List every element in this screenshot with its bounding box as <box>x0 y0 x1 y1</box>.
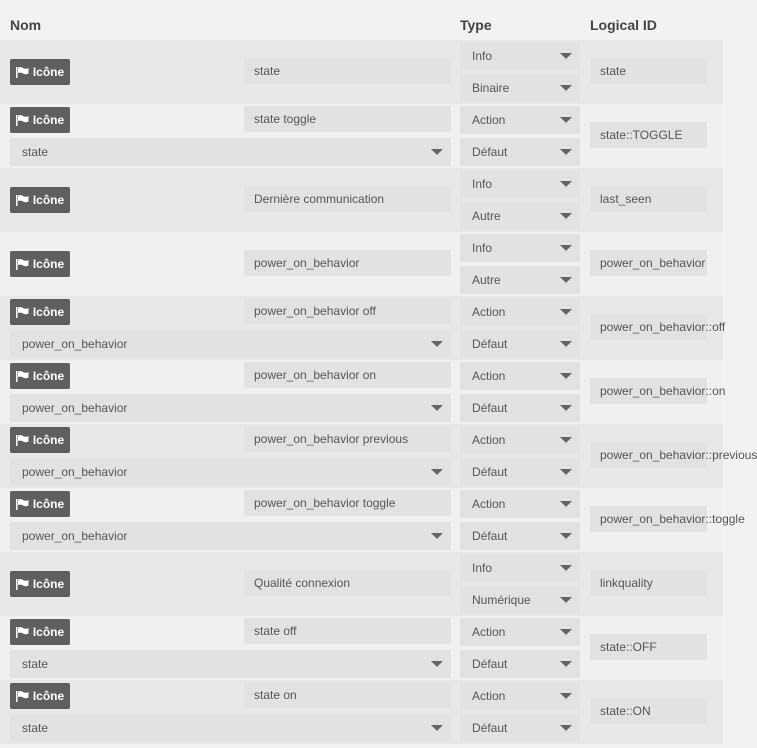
chevron-down-icon <box>431 533 443 539</box>
type-select[interactable] <box>460 362 580 390</box>
icon-button-label: Icône <box>32 193 65 207</box>
type-value: Action <box>472 497 506 511</box>
chevron-down-icon <box>431 469 443 475</box>
subtype-select[interactable] <box>460 138 580 166</box>
command-name-input[interactable]: Qualité connexion <box>244 570 451 596</box>
type-value: Info <box>472 177 493 191</box>
type-select[interactable] <box>460 490 580 518</box>
linked-info-value: state <box>22 721 49 735</box>
chevron-down-icon <box>560 597 572 603</box>
subtype-value: Défaut <box>472 529 508 543</box>
command-name-input[interactable]: Dernière communication <box>244 186 451 212</box>
chevron-down-icon <box>560 693 572 699</box>
icon-button[interactable] <box>10 251 70 277</box>
chevron-down-icon <box>560 629 572 635</box>
chevron-down-icon <box>560 117 572 123</box>
logical-id-input[interactable]: power_on_behavior::toggle <box>590 506 707 532</box>
command-name-input[interactable]: power_on_behavior <box>244 250 451 276</box>
linked-info-select[interactable] <box>10 714 451 742</box>
icon-button-label: Icône <box>32 257 65 271</box>
icon-button-label: Icône <box>32 113 65 127</box>
type-value: Info <box>472 561 493 575</box>
logical-id-input[interactable]: linkquality <box>590 570 707 596</box>
subtype-value: Autre <box>472 209 501 223</box>
flag-icon <box>16 195 29 206</box>
icon-button[interactable] <box>10 683 70 709</box>
subtype-value: Défaut <box>472 721 508 735</box>
flag-icon <box>16 115 29 126</box>
chevron-down-icon <box>560 725 572 731</box>
subtype-value: Binaire <box>472 81 510 95</box>
flag-icon <box>16 435 29 446</box>
linked-info-select[interactable] <box>10 458 451 486</box>
icon-button-label: Icône <box>32 497 65 511</box>
chevron-down-icon <box>560 437 572 443</box>
type-value: Action <box>472 113 506 127</box>
flag-icon <box>16 67 29 78</box>
table-row <box>0 232 723 296</box>
type-value: Info <box>472 241 493 255</box>
chevron-down-icon <box>560 245 572 251</box>
column-header-type: Type <box>460 17 492 33</box>
command-name-input[interactable]: power_on_behavior on <box>244 362 451 388</box>
icon-button[interactable] <box>10 571 70 597</box>
chevron-down-icon <box>431 725 443 731</box>
chevron-down-icon <box>431 341 443 347</box>
linked-info-select[interactable] <box>10 522 451 550</box>
linked-info-select[interactable] <box>10 138 451 166</box>
command-name-input[interactable]: power_on_behavior previous <box>244 426 451 452</box>
table-row <box>0 360 726 424</box>
chevron-down-icon <box>560 565 572 571</box>
flag-icon <box>16 259 29 270</box>
logical-id-input[interactable]: state::OFF <box>590 634 707 660</box>
subtype-value: Défaut <box>472 401 508 415</box>
type-select[interactable] <box>460 170 580 198</box>
flag-icon <box>16 691 29 702</box>
chevron-down-icon <box>560 533 572 539</box>
icon-button[interactable] <box>10 363 70 389</box>
subtype-value: Défaut <box>472 145 508 159</box>
type-value: Action <box>472 625 506 639</box>
icon-button-label: Icône <box>32 65 65 79</box>
icon-button-label: Icône <box>32 625 65 639</box>
logical-id-input[interactable]: power_on_behavior::previous <box>590 442 707 468</box>
logical-id-input[interactable]: power_on_behavior <box>590 250 707 276</box>
type-select[interactable] <box>460 682 580 710</box>
command-name-input[interactable]: power_on_behavior off <box>244 298 451 324</box>
column-header-logical-id: Logical ID <box>590 17 657 33</box>
type-select[interactable] <box>460 42 580 70</box>
table-row <box>0 552 723 616</box>
chevron-down-icon <box>560 373 572 379</box>
icon-button[interactable] <box>10 187 70 213</box>
type-select[interactable] <box>460 106 580 134</box>
subtype-select[interactable] <box>460 266 580 294</box>
subtype-select[interactable] <box>460 202 580 230</box>
command-name-input[interactable]: state off <box>244 618 451 644</box>
subtype-select[interactable] <box>460 522 580 550</box>
chevron-down-icon <box>560 405 572 411</box>
subtype-select[interactable] <box>460 394 580 422</box>
logical-id-input[interactable]: state::TOGGLE <box>590 122 707 148</box>
type-value: Action <box>472 433 506 447</box>
type-select[interactable] <box>460 234 580 262</box>
icon-button[interactable] <box>10 491 70 517</box>
command-name-input[interactable]: state on <box>244 682 451 708</box>
chevron-down-icon <box>560 149 572 155</box>
table-row <box>0 104 723 168</box>
logical-id-input[interactable]: state::ON <box>590 698 707 724</box>
flag-icon <box>16 371 29 382</box>
subtype-value: Défaut <box>472 337 508 351</box>
icon-button-label: Icône <box>32 689 65 703</box>
type-select[interactable] <box>460 298 580 326</box>
type-select[interactable] <box>460 618 580 646</box>
icon-button[interactable] <box>10 427 70 453</box>
icon-button[interactable] <box>10 619 70 645</box>
table-row <box>0 680 723 744</box>
logical-id-input[interactable]: power_on_behavior::on <box>590 378 707 404</box>
chevron-down-icon <box>560 341 572 347</box>
flag-icon <box>16 307 29 318</box>
icon-button-label: Icône <box>32 433 65 447</box>
linked-info-value: state <box>22 145 49 159</box>
chevron-down-icon <box>431 405 443 411</box>
logical-id-input[interactable]: state <box>590 58 707 84</box>
icon-button[interactable] <box>10 107 70 133</box>
icon-button[interactable] <box>10 59 70 85</box>
linked-info-value: power_on_behavior <box>22 529 128 543</box>
type-select[interactable] <box>460 554 580 582</box>
icon-button-label: Icône <box>32 577 65 591</box>
chevron-down-icon <box>560 181 572 187</box>
chevron-down-icon <box>560 85 572 91</box>
subtype-value: Défaut <box>472 465 508 479</box>
subtype-value: Numérique <box>472 593 531 607</box>
subtype-value: Défaut <box>472 657 508 671</box>
type-value: Info <box>472 49 493 63</box>
table-row <box>0 296 726 360</box>
command-name-input[interactable]: power_on_behavior toggle <box>244 490 451 516</box>
command-name-input[interactable]: state <box>244 58 451 84</box>
type-value: Action <box>472 305 506 319</box>
table-row <box>0 40 723 104</box>
subtype-select[interactable] <box>460 458 580 486</box>
linked-info-value: state <box>22 657 49 671</box>
linked-info-value: power_on_behavior <box>22 465 128 479</box>
linked-info-value: power_on_behavior <box>22 401 128 415</box>
icon-button-label: Icône <box>32 305 65 319</box>
subtype-select[interactable] <box>460 74 580 102</box>
subtype-select[interactable] <box>460 650 580 678</box>
table-row <box>0 424 757 488</box>
table-row <box>0 488 745 552</box>
logical-id-input[interactable]: last_seen <box>590 186 707 212</box>
linked-info-select[interactable] <box>10 394 451 422</box>
logical-id-input[interactable]: power_on_behavior::off <box>590 314 707 340</box>
chevron-down-icon <box>560 213 572 219</box>
type-value: Action <box>472 369 506 383</box>
chevron-down-icon <box>560 53 572 59</box>
chevron-down-icon <box>431 661 443 667</box>
chevron-down-icon <box>431 149 443 155</box>
subtype-value: Autre <box>472 273 501 287</box>
chevron-down-icon <box>560 469 572 475</box>
subtype-select[interactable] <box>460 330 580 358</box>
table-header <box>0 0 723 40</box>
flag-icon <box>16 579 29 590</box>
subtype-select[interactable] <box>460 586 580 614</box>
column-header-name: Nom <box>10 17 42 33</box>
flag-icon <box>16 499 29 510</box>
chevron-down-icon <box>560 309 572 315</box>
subtype-select[interactable] <box>460 714 580 742</box>
type-select[interactable] <box>460 426 580 454</box>
chevron-down-icon <box>560 277 572 283</box>
icon-button-label: Icône <box>32 369 65 383</box>
command-name-input[interactable]: state toggle <box>244 106 451 132</box>
linked-info-select[interactable] <box>10 330 451 358</box>
table-row <box>0 168 723 232</box>
linked-info-value: power_on_behavior <box>22 337 128 351</box>
chevron-down-icon <box>560 661 572 667</box>
type-value: Action <box>472 689 506 703</box>
table-row <box>0 616 723 680</box>
chevron-down-icon <box>560 501 572 507</box>
flag-icon <box>16 627 29 638</box>
linked-info-select[interactable] <box>10 650 451 678</box>
icon-button[interactable] <box>10 299 70 325</box>
